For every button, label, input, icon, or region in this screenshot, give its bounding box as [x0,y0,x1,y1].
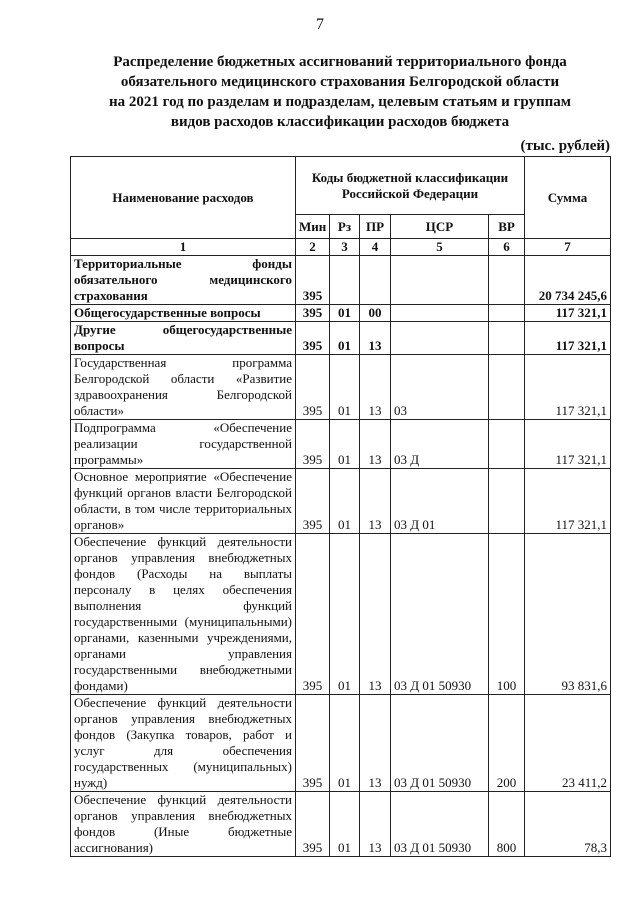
row-rz: 01 [330,695,360,792]
title-line: Распределение бюджетных ассигнований территориального фонда [113,54,567,70]
header-sum: Сумма [525,157,611,239]
header-rz: Рз [330,215,360,239]
row-csr [391,256,489,305]
column-number: 1 [71,239,296,256]
title-line: видов расходов классификации расходов бюджета [170,114,510,130]
column-number: 3 [330,239,360,256]
row-rz: 01 [330,420,360,469]
row-sum: 117 321,1 [525,355,611,420]
row-sum: 23 411,2 [525,695,611,792]
row-pr: 13 [360,792,391,857]
column-number: 6 [489,239,525,256]
row-min: 395 [296,695,330,792]
row-rz: 01 [330,469,360,534]
table-body [71,256,611,857]
row-name: Государственная программа Белгородской области «Развитие здравоохранения Белгородской области» [71,355,296,420]
row-name: Территориальные фонды обязательного медицинского страхования [71,256,296,305]
row-min: 395 [296,355,330,420]
row-vr [489,355,525,420]
row-name: Обеспечение функций деятельности органов управления внебюджетных фондов (Расходы на выплаты персоналу в целях обеспечения выполнения функций государственными (муниципальными) органами, казенными учреждениями, органами управления государственными внебюджетными фондами) [71,534,296,695]
title-line: обязательного медицинского страхования Белгородской области [120,74,560,90]
row-sum: 93 831,6 [525,534,611,695]
column-number: 7 [525,239,611,256]
row-csr: 03 Д [391,420,489,469]
row-pr: 13 [360,355,391,420]
column-number-row [71,239,611,256]
header-name: Наименование расходов [71,157,296,239]
row-vr [489,469,525,534]
row-vr: 200 [489,695,525,792]
table-row [71,256,611,305]
row-sum: 20 734 245,6 [525,256,611,305]
row-min: 395 [296,534,330,695]
row-rz [330,256,360,305]
row-min: 395 [296,792,330,857]
row-pr: 13 [360,469,391,534]
row-rz: 01 [330,792,360,857]
table-row [71,469,611,534]
row-csr [391,322,489,355]
row-name: Основное мероприятие «Обеспечение функций органов власти Белгородской области, в том числе территориальных органов» [71,469,296,534]
table-row [71,695,611,792]
row-pr: 13 [360,420,391,469]
row-rz: 01 [330,322,360,355]
header-csr: ЦСР [391,215,489,239]
page-number: 7 [316,16,324,33]
table-row [71,534,611,695]
document-title [70,52,610,132]
row-name: Обеспечение функций деятельности органов управления внебюджетных фондов (Закупка товаров, работ и услуг для обеспечения государственных (муниципальных) нужд) [71,695,296,792]
column-number: 4 [360,239,391,256]
row-vr: 800 [489,792,525,857]
row-vr: 100 [489,534,525,695]
row-vr [489,305,525,322]
units-label: (тыс. рублей) [520,138,610,154]
row-rz: 01 [330,355,360,420]
row-min: 395 [296,420,330,469]
table-row [71,355,611,420]
row-rz: 01 [330,534,360,695]
header-pr: ПР [360,215,391,239]
row-min: 395 [296,305,330,322]
row-csr [391,305,489,322]
budget-table [70,156,611,857]
row-sum: 117 321,1 [525,420,611,469]
row-vr [489,256,525,305]
row-name: Обеспечение функций деятельности органов управления внебюджетных фондов (Иные бюджетные ассигнования) [71,792,296,857]
header-min: Мин [296,215,330,239]
header-codes-group: Коды бюджетной классификации Российской Федерации [296,157,525,215]
row-min: 395 [296,256,330,305]
row-sum: 78,3 [525,792,611,857]
row-pr: 13 [360,695,391,792]
row-name: Другие общегосударственные вопросы [71,322,296,355]
row-rz: 01 [330,305,360,322]
row-sum: 117 321,1 [525,469,611,534]
row-csr: 03 [391,355,489,420]
row-sum: 117 321,1 [525,305,611,322]
table-row [71,305,611,322]
header-vr: ВР [489,215,525,239]
row-csr: 03 Д 01 50930 [391,695,489,792]
row-csr: 03 Д 01 50930 [391,792,489,857]
row-pr: 13 [360,322,391,355]
column-number: 2 [296,239,330,256]
row-sum: 117 321,1 [525,322,611,355]
row-csr: 03 Д 01 50930 [391,534,489,695]
column-number: 5 [391,239,489,256]
row-pr [360,256,391,305]
table-row [71,322,611,355]
row-pr: 00 [360,305,391,322]
row-vr [489,322,525,355]
row-vr [489,420,525,469]
table-row [71,420,611,469]
row-csr: 03 Д 01 [391,469,489,534]
row-name: Общегосударственные вопросы [71,305,296,322]
row-name: Подпрограмма «Обеспечение реализации государственной программы» [71,420,296,469]
row-min: 395 [296,322,330,355]
title-line: на 2021 год по разделам и подразделам, целевым статьям и группам [109,94,571,110]
row-pr: 13 [360,534,391,695]
table-row [71,792,611,857]
row-min: 395 [296,469,330,534]
